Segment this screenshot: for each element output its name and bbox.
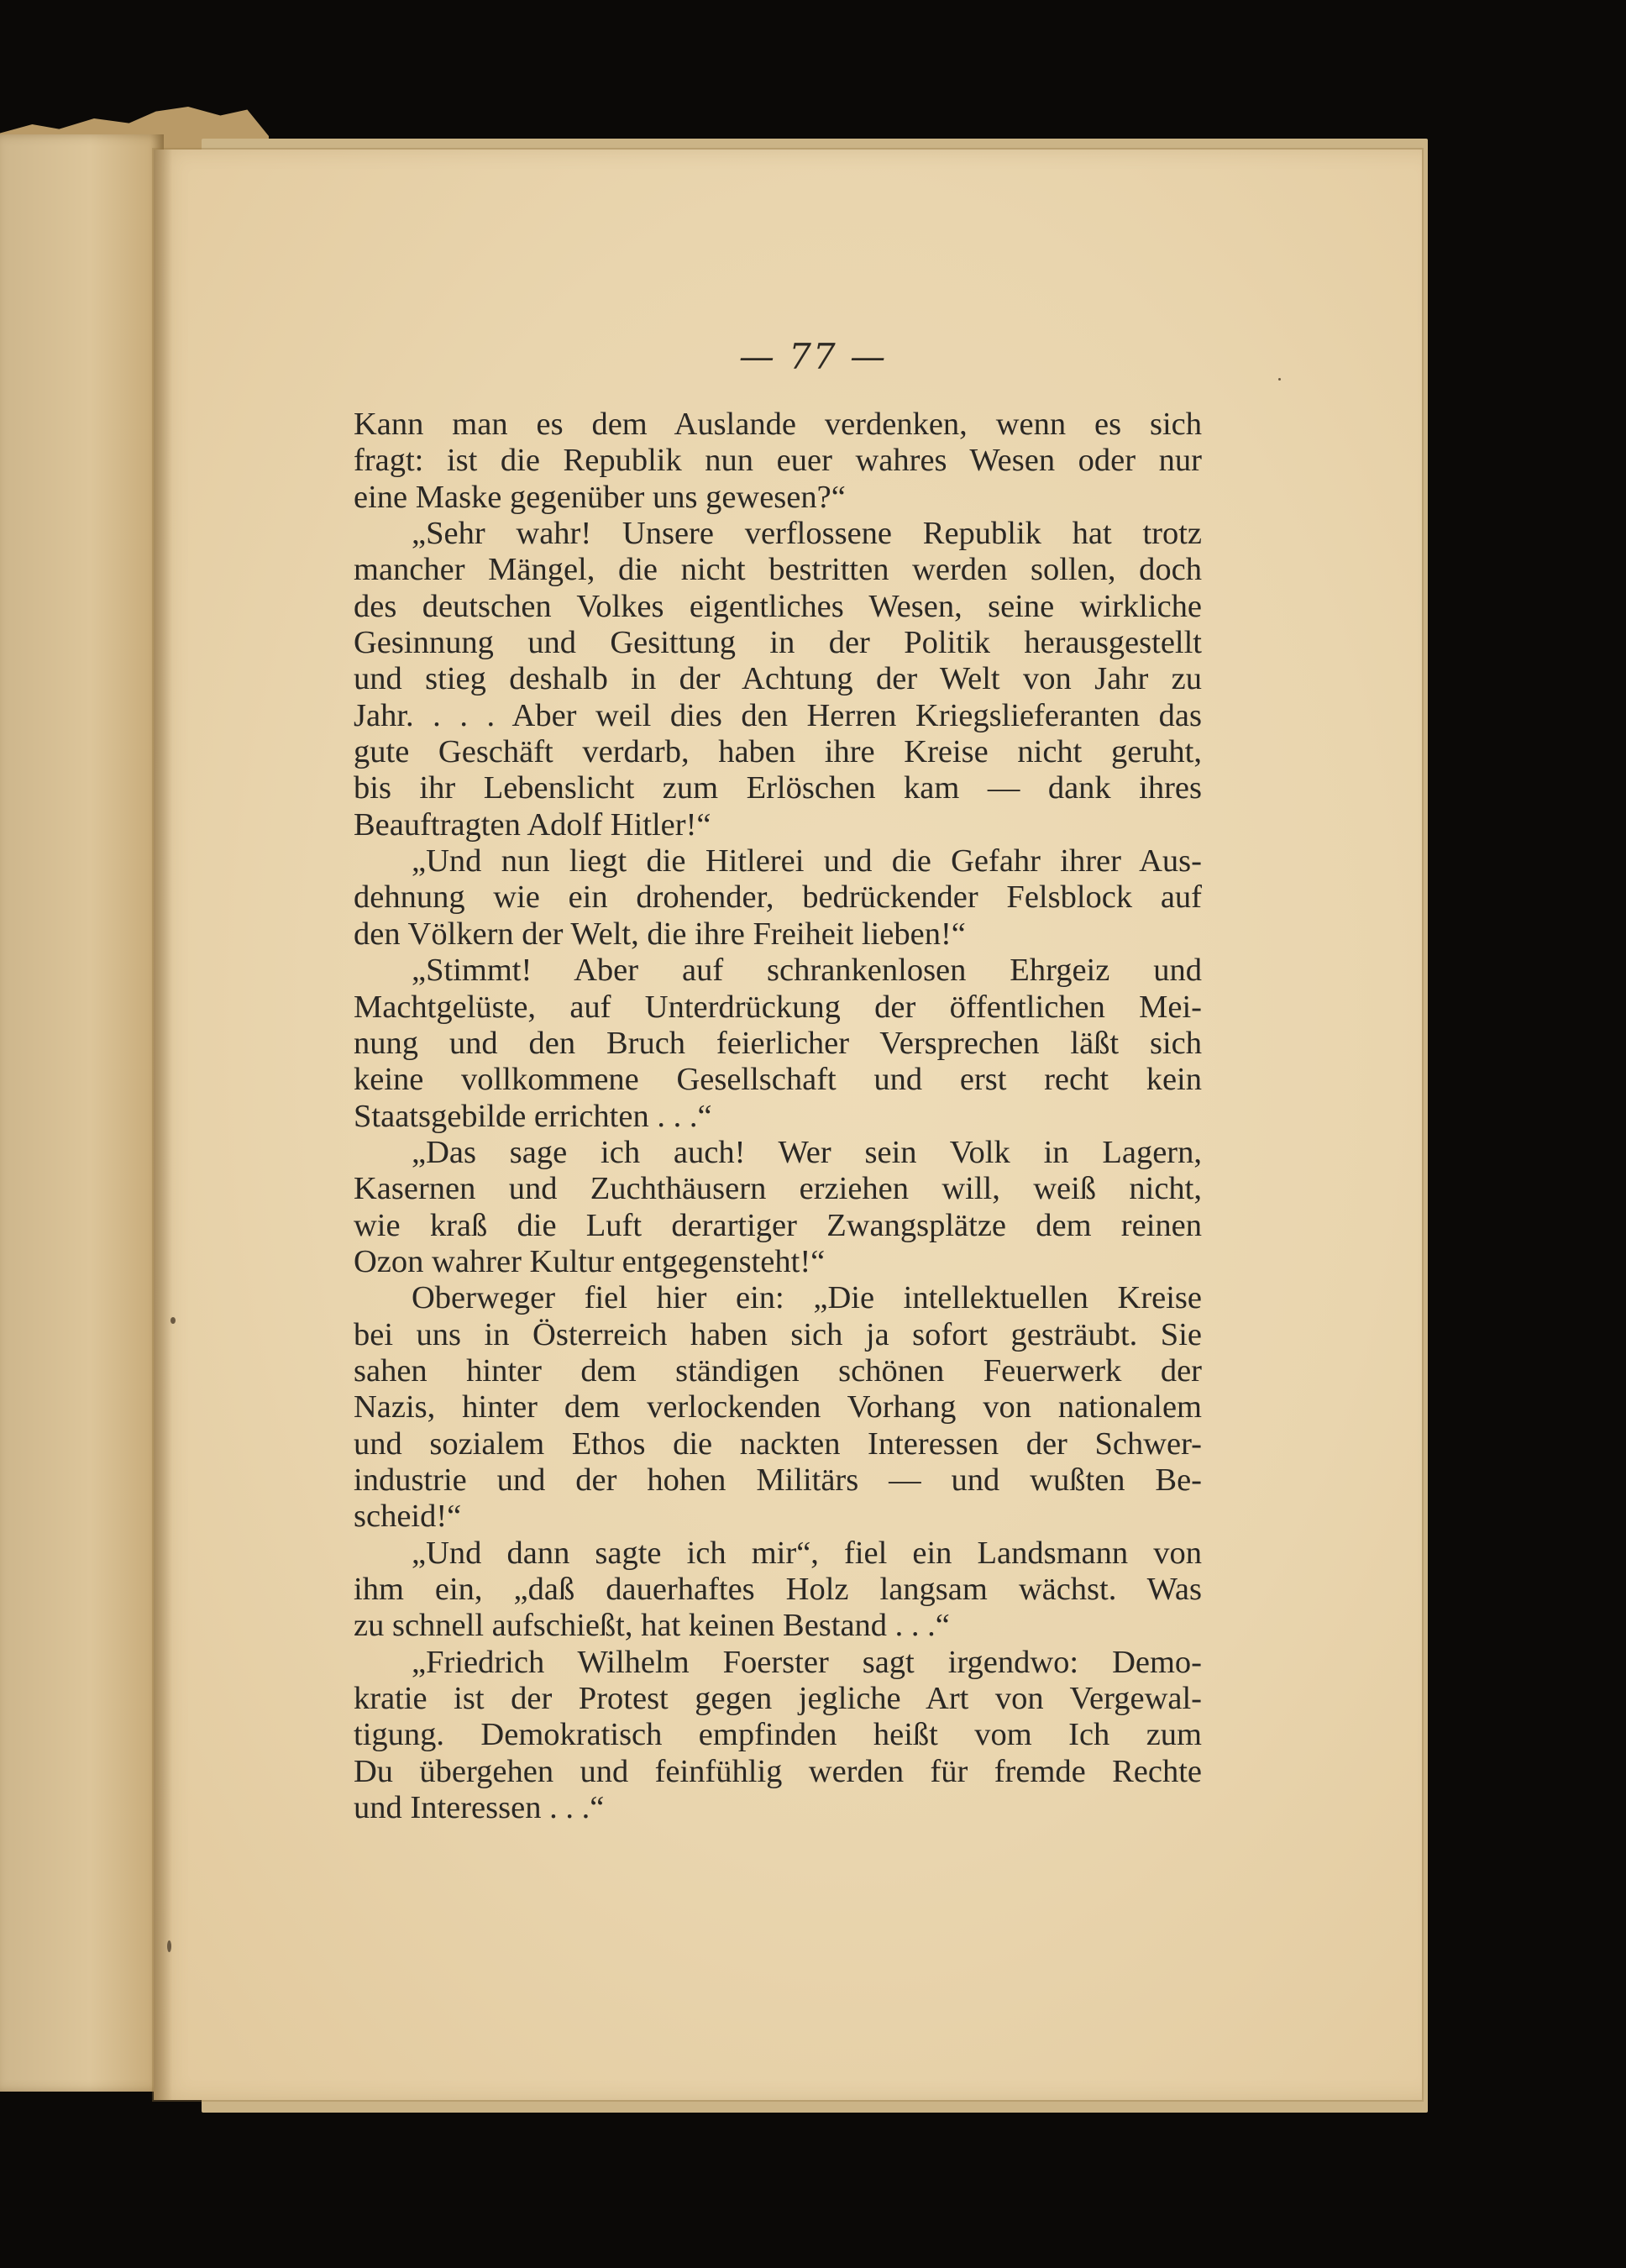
text-line: Machtgelüste, auf Unterdrückung der öffentlichen Mei- — [354, 989, 1202, 1025]
text-line: des deutschen Volkes eigentliches Wesen, seine wirkliche — [354, 588, 1202, 624]
text-line: scheid!“ — [354, 1499, 462, 1535]
text-line: bis ihr Lebenslicht zum Erlöschen kam — dank ihres — [354, 770, 1202, 806]
text-line: den Völkern der Welt, die ihre Freiheit lieben!“ — [354, 916, 966, 952]
text-line: Staatsgebilde errichten . . .“ — [354, 1098, 712, 1134]
text-line: Kasernen und Zuchthäusern erziehen will, weiß nicht, — [354, 1171, 1202, 1207]
text-line: sahen hinter dem ständigen schönen Feuerwerk der — [354, 1352, 1202, 1389]
text-line: dehnung wie ein drohender, bedrückender Felsblock auf — [354, 879, 1202, 916]
text-line: mancher Mängel, die nicht bestritten werden sollen, doch — [354, 552, 1202, 588]
page-number-text: — 77 — — [738, 336, 888, 377]
text-line: „Und nun liegt die Hitlerei und die Gefahr ihrer Aus- — [412, 843, 1202, 879]
text-line: Kann man es dem Auslande verdenken, wenn es sich — [354, 407, 1202, 442]
text-line: „Sehr wahr! Unsere verflossene Republik hat trotz — [412, 516, 1202, 552]
text-line: kratie ist der Protest gegen jegliche Art von Vergewal- — [354, 1681, 1202, 1717]
text-line: „Friedrich Wilhelm Foerster sagt irgendwo: Demo- — [412, 1644, 1202, 1680]
page-number — [0, 336, 1626, 377]
paper-speck — [167, 1940, 171, 1952]
text-line: Ozon wahrer Kultur entgegensteht!“ — [354, 1243, 826, 1279]
text-line: industrie und der hohen Militärs — und wußten Be- — [354, 1462, 1202, 1498]
text-line: Du übergehen und feinfühlig werden für fremde Rechte — [354, 1753, 1202, 1789]
text-line: bei uns in Österreich haben sich ja sofort gesträubt. Sie — [354, 1316, 1202, 1352]
text-line: Nazis, hinter dem verlockenden Vorhang von nationalem — [354, 1389, 1202, 1425]
text-line: „Stimmt! Aber auf schrankenlosen Ehrgeiz und — [412, 953, 1202, 989]
text-line: Jahr. . . . Aber weil dies den Herren Kriegslieferanten das — [354, 697, 1202, 733]
text-line: und sozialem Ethos die nackten Interessen der Schwer- — [354, 1425, 1202, 1462]
text-line: fragt: ist die Republik nun euer wahres Wesen oder nur — [354, 443, 1202, 479]
text-line: Beauftragten Adolf Hitler!“ — [354, 806, 711, 843]
text-line: keine vollkommene Gesellschaft und erst recht kein — [354, 1062, 1202, 1098]
text-line: gute Geschäft verdarb, haben ihre Kreise nicht geruht, — [354, 734, 1202, 770]
text-line: Gesinnung und Gesittung in der Politik herausgestellt — [354, 625, 1202, 661]
text-line: ihm ein, „daß dauerhaftes Holz langsam wächst. Was — [354, 1572, 1202, 1607]
text-line: Oberweger fiel hier ein: „Die intellektuellen Kreise — [412, 1280, 1202, 1316]
text-line: zu schnell aufschießt, hat keinen Bestand . . .“ — [354, 1608, 950, 1644]
page-gutter-shadow — [154, 150, 172, 2100]
text-line: eine Maske gegenüber uns gewesen?“ — [354, 479, 846, 515]
body-text — [354, 407, 1202, 1826]
text-line: und stieg deshalb in der Achtung der Welt von Jahr zu — [354, 661, 1202, 697]
paper-speck — [1278, 378, 1281, 381]
text-line: tigung. Demokratisch empfinden heißt vom Ich zum — [354, 1717, 1202, 1753]
text-line: wie kraß die Luft derartiger Zwangsplätze dem reinen — [354, 1207, 1202, 1243]
text-line: und Interessen . . .“ — [354, 1790, 605, 1826]
text-line: nung und den Bruch feierlicher Versprechen läßt sich — [354, 1025, 1202, 1061]
text-line: „Das sage ich auch! Wer sein Volk in Lagern, — [412, 1134, 1202, 1170]
left-page-edge — [0, 134, 164, 2092]
paper-speck — [170, 1317, 176, 1324]
text-line: „Und dann sagte ich mir“, fiel ein Landsmann von — [412, 1535, 1202, 1571]
